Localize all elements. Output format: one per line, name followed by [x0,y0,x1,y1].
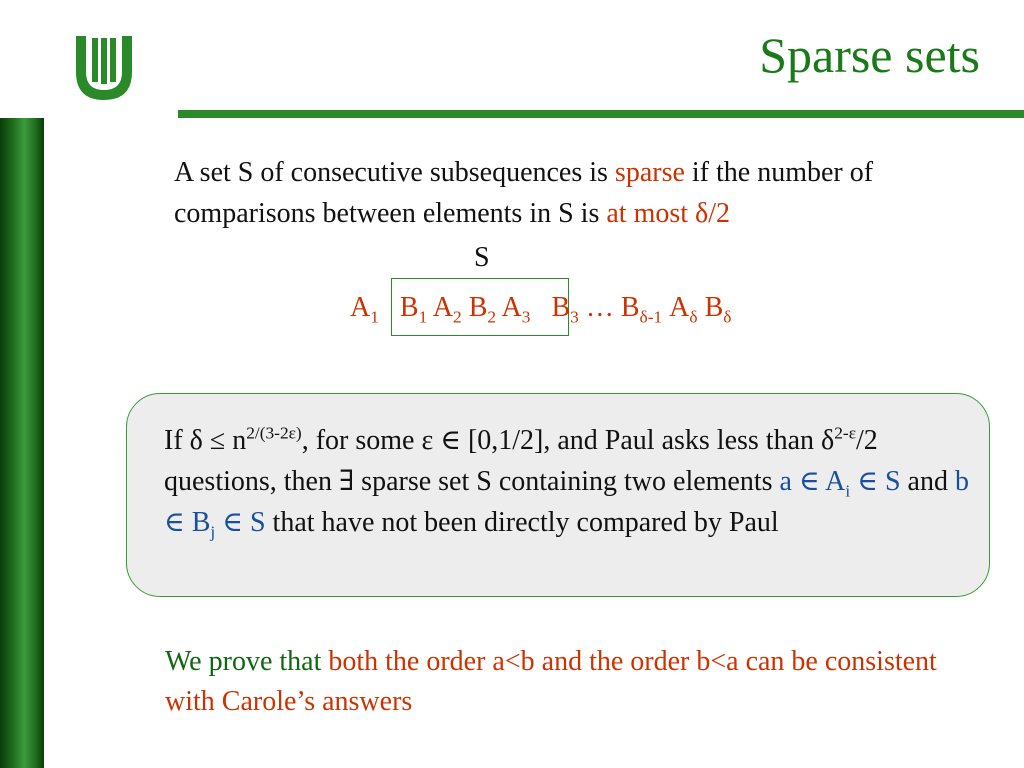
subsequence-list [350,292,732,327]
seq-b2: $B_2$ [468,292,497,327]
seq-ellipsis: … [585,292,614,323]
title-divider [178,110,1024,118]
seq-a3: $A_3$ [501,292,531,327]
definition-text [174,152,1004,234]
theorem-element-b: b ∈ $B_j$ ∈ S [164,466,969,542]
slide-title: Sparse sets [759,27,980,83]
theorem-element-a: a ∈ $A_i$ ∈ S [779,466,901,501]
seq-b3: $B_3$ [551,292,579,327]
logo-panel [0,0,182,118]
theorem-exponent-1: 2/(3-2ε) [246,423,302,443]
conclusion-highlight: both the order a<b and the order b<a can be consistent with Carole’s answers [165,646,937,717]
seq-a2: $A_2$ [432,292,462,327]
definition-sparse-term: sparse [614,157,685,188]
theorem-condition: If δ ≤ n [164,425,247,456]
definition-part2: if the number of comparisons between elements in S is [174,157,874,229]
theorem-text-1: , for some ε ∈ [0,1/2], and Paul asks less than [301,425,822,456]
conclusion-prefix: We prove that [165,646,329,677]
theorem-delta: δ [821,425,835,456]
theorem-text [164,420,984,543]
theorem-and: and [900,466,955,497]
seq-a1: $A_1$ [350,292,379,327]
seq-a-delta: $A_\delta$ [669,292,698,327]
definition-bound: at most δ/2 [606,198,730,229]
seq-b1: $B_1$ [399,292,428,327]
theorem-text-2: /2 questions, then ∃ sparse set S containing two elements [164,425,878,497]
conclusion-text [165,642,985,722]
theorem-text-3: that have not been directly compared by Paul [265,507,779,538]
seq-b-delta: $B_\delta$ [704,292,732,327]
university-logo-icon [72,32,136,104]
theorem-exponent-2: 2-ε [834,423,856,443]
definition-part1: A set S of consecutive subsequences is [174,157,615,188]
seq-b-delta-minus-1: $B_{\delta-1}$ [620,292,663,327]
set-s-label: S [474,242,490,273]
